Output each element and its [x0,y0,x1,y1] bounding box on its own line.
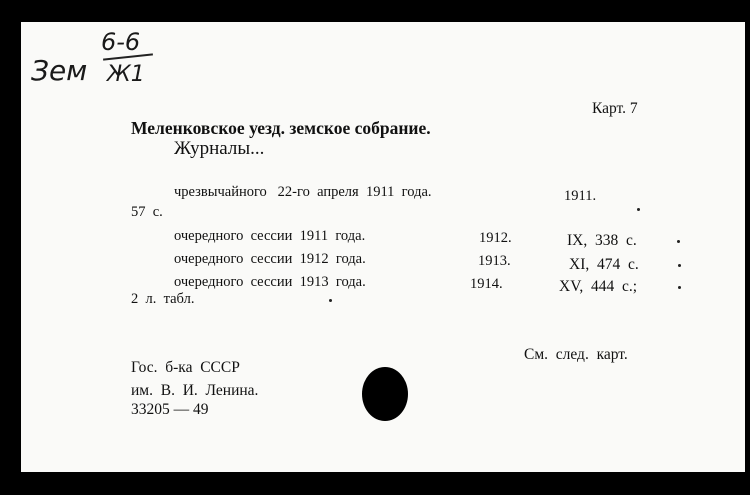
handwritten-numerator: 6-6 [101,28,141,56]
catalog-card [21,22,745,472]
entry-line-5: очередного сессии 1913 года. [174,274,366,290]
punch-hole [362,367,408,421]
speck [678,286,681,289]
speck [678,264,681,267]
library-line-1: Гос. б-ка СССР [131,359,240,376]
entry-pages-4: XI, 474 с. [569,256,639,273]
see-next-card: См. след. карт. [524,346,628,363]
handwritten-denominator: Ж1 [107,62,145,87]
entry-line-2: 57 с. [131,204,163,220]
card-number: Карт. 7 [592,100,638,117]
entry-pages-3: IX, 338 с. [567,232,637,249]
entry-title: Меленковское уезд. земское собрание. [131,118,431,138]
entry-pages-5: XV, 444 с.; [559,278,638,295]
library-line-2: им. В. И. Ленина. [131,382,259,399]
speck [329,299,332,302]
entry-year-4: 1913. [478,253,511,269]
entry-line-1: чрезвычайного 22-го апреля 1911 года. [174,184,432,200]
entry-line-4: очередного сессии 1912 года. [174,251,366,267]
speck [677,240,680,243]
entry-year-3: 1912. [479,230,512,246]
entry-year-5: 1914. [470,276,503,292]
entry-year-1: 1911. [564,188,597,204]
speck [637,208,640,211]
entry-line-6: 2 л. табл. [131,291,195,307]
entry-line-3: очередного сессии 1911 года. [174,228,366,244]
entry-subtitle: Журналы... [174,138,265,159]
library-line-3: 33205 — 49 [131,401,209,418]
handwritten-prefix: Зем [31,54,88,87]
